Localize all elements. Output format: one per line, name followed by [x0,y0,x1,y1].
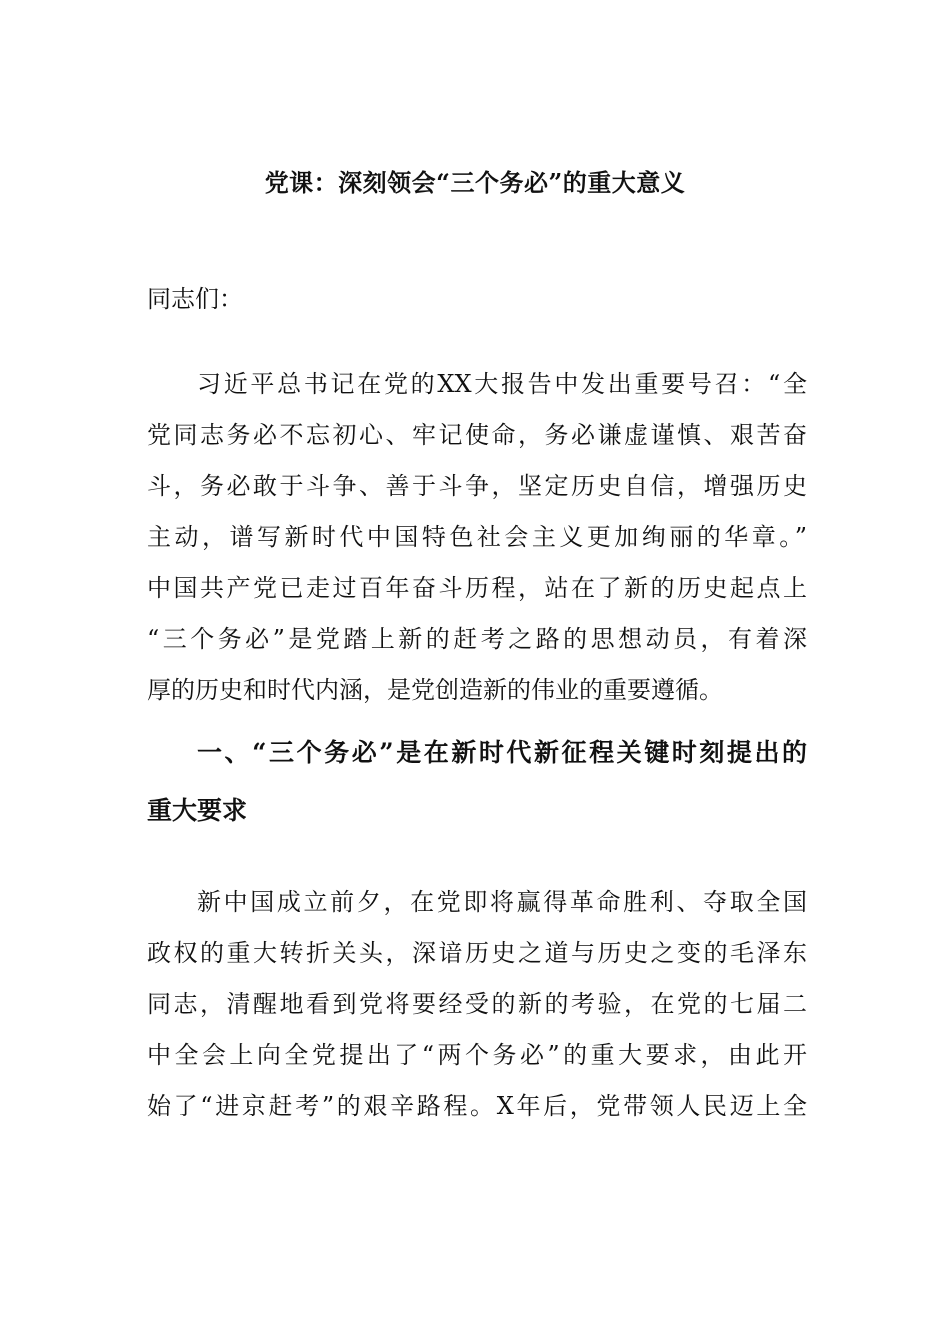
paragraph-line: 中国共产党已走过百年奋斗历程，站在了新的历史起点上 [147,574,807,602]
paragraph-line: 始了“进京赶考”的艰辛路程。X年后，党带领人民迈上全 [147,1092,807,1120]
heading-line: 重大要求 [147,796,248,825]
paragraph-section-1 [147,877,807,1132]
paragraph-line: 习近平总书记在党的XX大报告中发出重要号召：“全 [197,370,807,398]
salutation: 同志们： [147,285,243,313]
paragraph-line: 党同志务必不忘初心、牢记使命，务必谦虚谨慎、艰苦奋 [147,421,807,449]
document-title: 党课：深刻领会“三个务必”的重大意义 [264,168,686,197]
section-heading-1 [147,724,807,840]
paragraph-line: 同志，清醒地看到党将要经受的新的考验，在党的七届二 [147,990,807,1018]
paragraph-line: “三个务必”是党踏上新的赶考之路的思想动员，有着深 [147,625,807,653]
paragraph-line: 斗，务必敢于斗争、善于斗争，坚定历史自信，增强历史 [147,472,807,500]
heading-line: 一、“三个务必”是在新时代新征程关键时刻提出的 [197,738,807,767]
paragraph-line: 新中国成立前夕，在党即将赢得革命胜利、夺取全国 [197,888,807,916]
paragraph-line: 政权的重大转折关头，深谙历史之道与历史之变的毛泽东 [147,939,807,967]
paragraph-line: 中全会上向全党提出了“两个务必”的重大要求，由此开 [147,1041,807,1069]
paragraph-line: 厚的历史和时代内涵，是党创造新的伟业的重要遵循。 [147,676,723,704]
paragraph-line: 主动，谱写新时代中国特色社会主义更加绚丽的华章。” [147,523,807,551]
paragraph-intro [147,359,807,716]
